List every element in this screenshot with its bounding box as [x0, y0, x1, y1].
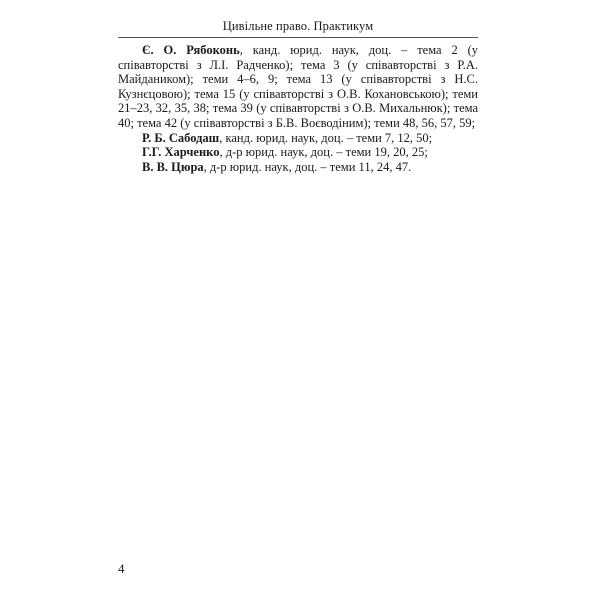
author-details: , канд. юрид. наук, доц. – тема 2 (у співавторстві з Л.І. Радченко); тема 3 (у співавторстві з Р.А. Майдаником); теми 4–6, 9; тема 13 (у співавторстві з Н.С. Кузнєцовою); тема 15 (у співавторстві з О.В. Кохановською); теми 21–23, 32, 35, 38; тема 39 (у співавторстві з О.В. Михальнюк); тема 40; тема 42 (у співавторстві з Б.В. Воєводіним); теми 48, 56, 57, 59; [118, 43, 478, 130]
running-title: Цивільне право. Практикум [222, 19, 374, 33]
author-name: Г.Г. Харченко [142, 145, 220, 160]
page-number: 4 [118, 561, 125, 576]
author-details: , д-р юрид. наук, доц. – теми 19, 20, 25; [219, 145, 428, 160]
header-rule [118, 37, 478, 38]
authors-list [118, 43, 478, 174]
author-entry [118, 160, 478, 175]
author-name: Є. О. Рябоконь [142, 43, 240, 57]
author-entry [118, 131, 478, 146]
author-details: , д-р юрид. наук, доц. – теми 11, 24, 47. [203, 159, 412, 174]
author-entry [118, 145, 478, 160]
author-details: , канд. юрид. наук, доц. – теми 7, 12, 50; [219, 130, 433, 145]
author-entry [118, 43, 478, 131]
author-name: Р. Б. Сабодаш [142, 130, 220, 145]
author-name: В. В. Цюра [142, 159, 204, 174]
